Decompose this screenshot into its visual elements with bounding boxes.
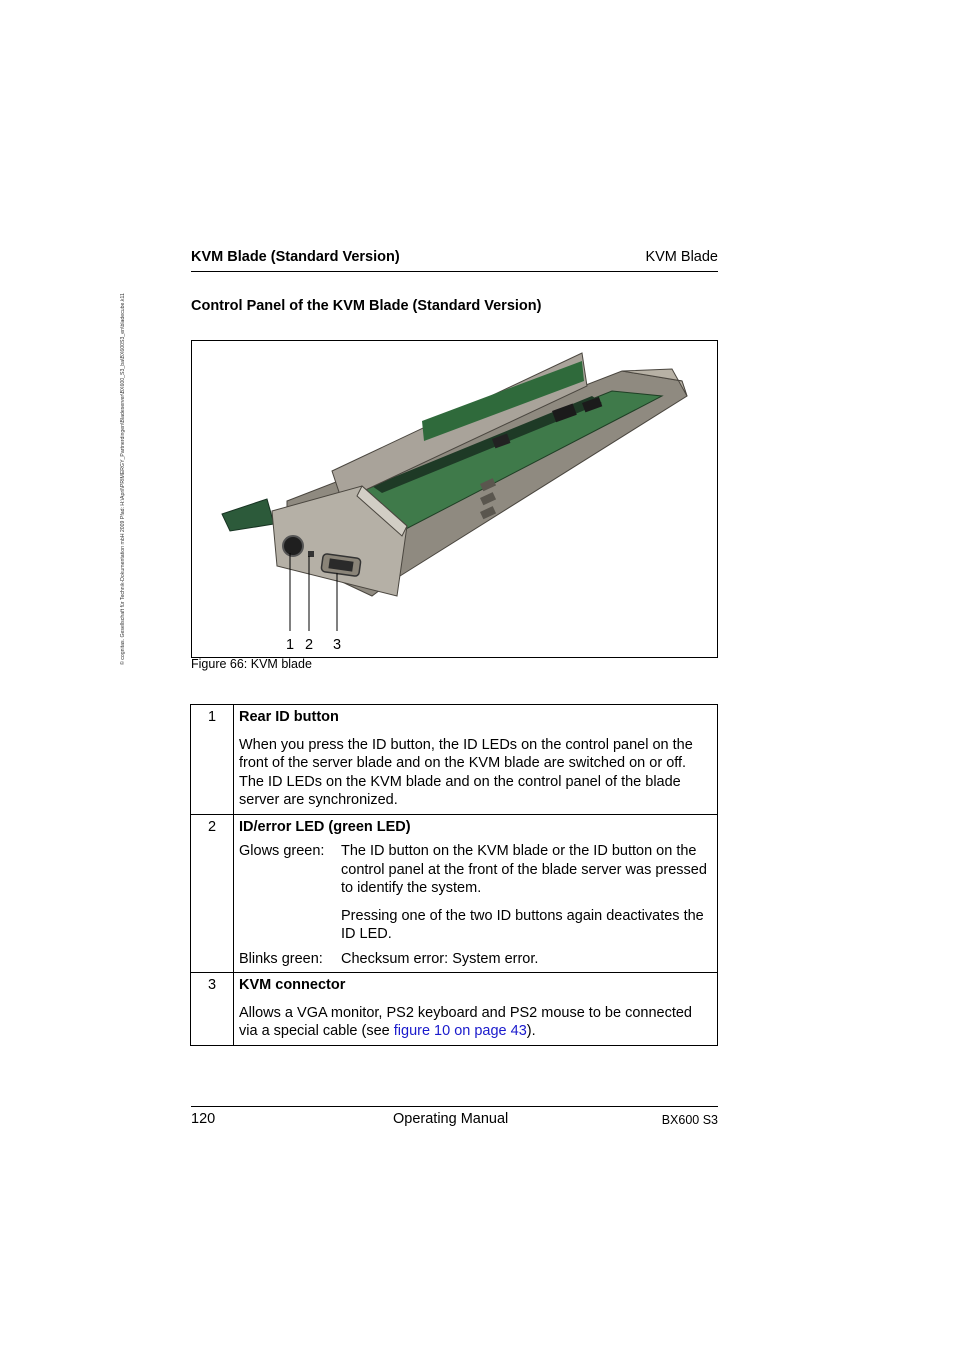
figure-kvm-blade — [191, 340, 718, 658]
legend-row-1 — [191, 705, 718, 815]
item-description: When you press the ID button, the ID LEDs on the control panel on the front of the server blade and on the KVM blade are switched on or off. The ID LEDs on the KVM blade and on the control panel of the blade server are synchronized. — [239, 736, 693, 808]
led-state-row — [239, 950, 709, 969]
led-state-row — [239, 842, 709, 898]
led-state-value: Checksum error: System error. — [341, 950, 539, 967]
legend-row-2 — [191, 814, 718, 973]
led-state-value: Pressing one of the two ID buttons again deactivates the ID LED. — [341, 907, 704, 942]
footer-product-name: BX600 S3 — [661, 1113, 718, 1127]
led-state-key — [239, 907, 341, 944]
page-footer — [191, 1106, 718, 1127]
item-title: ID/error LED (green LED) — [239, 818, 411, 835]
cross-reference-link[interactable]: figure 10 on page 43 — [393, 1023, 527, 1039]
item-number: 2 — [191, 814, 234, 973]
footer-manual-title: Operating Manual — [393, 1111, 509, 1127]
section-title: Control Panel of the KVM Blade (Standard Version) — [191, 298, 542, 314]
led-state-value: The ID button on the KVM blade or the ID button on the control panel at the front of the blade server was pressed to identify the system. — [341, 843, 707, 896]
led-state-key: Glows green: — [239, 843, 325, 859]
header-section-name: KVM Blade — [645, 249, 718, 265]
callout-2: 2 — [305, 637, 314, 653]
page-number: 120 — [191, 1111, 216, 1127]
item-body — [234, 973, 718, 1046]
item-body — [234, 705, 718, 815]
kvm-blade-illustration — [192, 341, 717, 657]
legend-table — [190, 704, 718, 1046]
item-body — [234, 814, 718, 973]
item-description: Allows a VGA monitor, PS2 keyboard and PS2 mouse to be connected via a special cable (see figure 10 on page 43). — [239, 1004, 692, 1039]
running-header — [191, 249, 718, 272]
legend-row-3 — [191, 973, 718, 1046]
callout-1: 1 — [286, 637, 295, 653]
item-title: KVM connector — [239, 977, 346, 993]
header-chapter-title: KVM Blade (Standard Version) — [191, 249, 400, 265]
sidebar-copyright: © cognitas. Gesellschaft für Technik-Dokumentation mbH 2009 Pfad: H:\April\PRIMERGY_Partnerdingen\Bladeserver\BX600_S3_ba\BX600S3_en\bladecube.k11 — [120, 293, 126, 665]
item-number: 1 — [191, 705, 234, 815]
item-number: 3 — [191, 973, 234, 1046]
led-state-key: Blinks green: — [239, 950, 323, 967]
callout-3: 3 — [333, 637, 342, 653]
led-state-row — [239, 907, 709, 944]
item-title: Rear ID button — [239, 709, 339, 725]
figure-caption: Figure 66: KVM blade — [191, 657, 312, 671]
